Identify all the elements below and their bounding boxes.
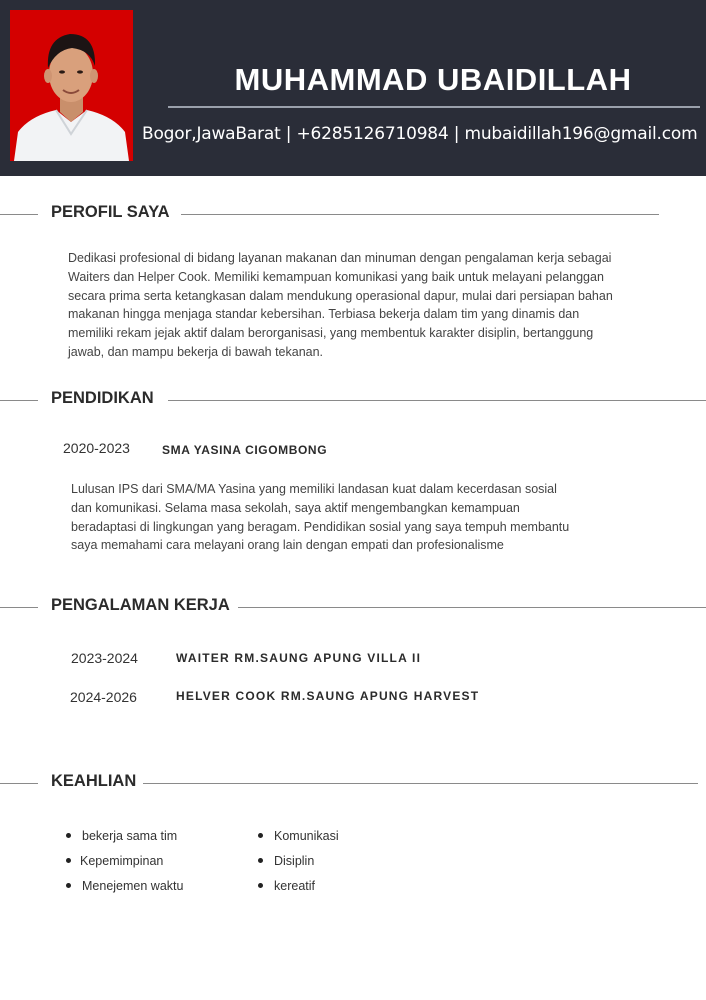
section-divider-right xyxy=(168,400,706,401)
section-divider-right xyxy=(181,214,659,215)
section-divider-right xyxy=(238,607,706,608)
skill-item xyxy=(258,854,314,868)
profile-photo xyxy=(10,10,133,161)
skill-item xyxy=(66,829,177,843)
bullet-icon xyxy=(258,883,263,888)
bullet-icon xyxy=(258,833,263,838)
experience-year: 2023-2024 xyxy=(71,650,138,666)
bullet-icon xyxy=(66,883,71,888)
profile-section-header xyxy=(0,203,706,227)
section-title: PENDIDIKAN xyxy=(51,389,154,407)
skill-label: kereatif xyxy=(274,879,315,893)
skill-item xyxy=(66,854,163,868)
skill-label: Disiplin xyxy=(274,854,315,868)
education-line: beradaptasi di lingkungan yang beragam. Pendidikan sosial yang saya tempuh membantu xyxy=(71,519,570,534)
skills-section-header xyxy=(0,772,706,796)
section-title: PEROFIL SAYA xyxy=(51,203,170,221)
section-divider-left xyxy=(0,400,38,401)
skill-item xyxy=(258,829,339,843)
skill-item xyxy=(258,879,315,893)
experience-year: 2024-2026 xyxy=(70,689,137,705)
section-title: KEAHLIAN xyxy=(51,772,137,790)
education-year: 2020-2023 xyxy=(63,440,130,456)
bullet-icon xyxy=(66,858,71,863)
education-line: Lulusan IPS dari SMA/MA Yasina yang memiliki landasan kuat dalam kecerdasan sosial xyxy=(71,482,557,496)
education-line: dan komunikasi. Selama masa sekolah, saya aktif mengembangkan kemampuan xyxy=(71,500,520,515)
experience-section-header xyxy=(0,596,706,620)
profile-line: memiliki rekam jejak aktif dalam berorganisasi, yang membentuk karakter disiplin, bertanggung xyxy=(68,326,594,341)
skill-item xyxy=(66,879,183,893)
person-name: MUHAMMAD UBAIDILLAH xyxy=(234,62,632,97)
education-section-header xyxy=(0,389,706,413)
section-divider-right xyxy=(143,783,698,784)
section-title: PENGALAMAN KERJA xyxy=(51,596,230,614)
education-school: SMA YASINA CIGOMBONG xyxy=(162,443,328,457)
profile-summary xyxy=(68,249,688,362)
skill-label: Komunikasi xyxy=(274,829,339,843)
education-description xyxy=(71,480,671,555)
experience-role: HELVER COOK RM.SAUNG APUNG HARVEST xyxy=(176,689,480,703)
name-divider xyxy=(168,106,700,108)
skill-label: Kepemimpinan xyxy=(80,854,164,868)
profile-line: jawab, dan mampu bekerja di bawah tekanan. xyxy=(68,344,324,359)
skill-label: bekerja sama tim xyxy=(82,829,178,843)
profile-line: makanan hingga menjaga standar kebersihan. Terbiasa bekerja dalam tim yang dinamis dan xyxy=(68,307,580,322)
profile-line: Dedikasi profesional di bidang layanan makanan dan minuman dengan pengalaman kerja sebagai xyxy=(68,251,612,265)
education-line: saya memahami cara melayani orang lain dengan empati dan profesionalisme xyxy=(71,538,504,553)
experience-role: WAITER RM.SAUNG APUNG VILLA II xyxy=(176,651,422,665)
resume-header xyxy=(0,0,706,176)
section-divider-left xyxy=(0,607,38,608)
bullet-icon xyxy=(66,833,71,838)
skill-label: Menejemen waktu xyxy=(82,879,184,893)
section-divider-left xyxy=(0,783,38,784)
profile-line: secara prima serta ketangkasan dalam mendukung operasional dapur, mulai dari persiapan bahan xyxy=(68,288,613,303)
bullet-icon xyxy=(258,858,263,863)
contact-info: Bogor,JawaBarat | +6285126710984 | mubaidillah196@gmail.com xyxy=(142,124,698,144)
profile-line: Waiters dan Helper Cook. Memiliki kemampuan komunikasi yang baik untuk melayani pelanggan xyxy=(68,269,604,284)
section-divider-left xyxy=(0,214,38,215)
